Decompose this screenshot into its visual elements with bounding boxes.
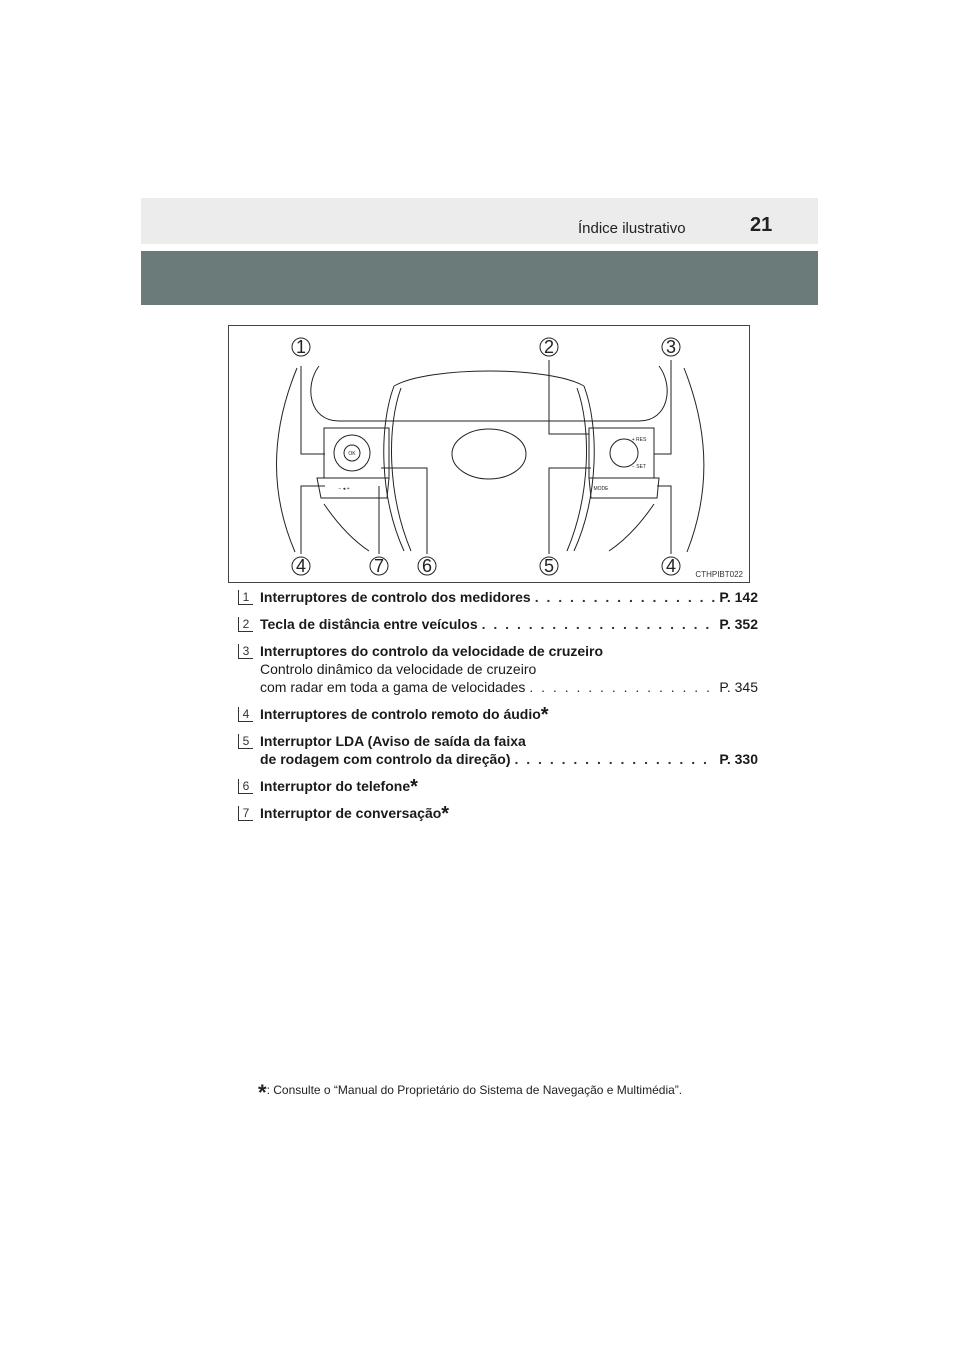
legend-item-7 — [238, 803, 758, 825]
svg-text:5: 5 — [543, 556, 555, 576]
item-label: Interruptores de controlo dos medidores — [260, 589, 531, 605]
svg-text:2: 2 — [543, 337, 555, 357]
volume-label: − ◂ + — [338, 486, 350, 492]
svg-text:7: 7 — [373, 556, 385, 576]
item-number: 1 — [238, 590, 253, 605]
callout-5 — [540, 556, 558, 576]
leader-dots — [535, 588, 716, 606]
callout-1 — [292, 337, 310, 357]
item-label: Interruptor LDA (Aviso de saída da faixa — [260, 733, 526, 749]
item-number: 7 — [238, 806, 253, 821]
item-number: 5 — [238, 734, 253, 749]
section-title: Índice ilustrativo — [578, 220, 686, 237]
steering-wheel-figure — [228, 325, 750, 583]
leader-dots — [482, 615, 716, 633]
footnote-star: * — [540, 704, 549, 726]
legend-item-4 — [238, 704, 758, 726]
item-label: Tecla de distância entre veículos — [260, 616, 478, 632]
callout-4-right — [662, 556, 680, 576]
item-label-continued: de rodagem com controlo da direção) — [260, 751, 511, 767]
page-number: 21 — [750, 214, 773, 236]
svg-text:4: 4 — [295, 556, 307, 576]
leader-dots — [515, 750, 716, 768]
steering-wheel-illustration — [229, 326, 749, 582]
page-reference[interactable]: P. 142 — [719, 589, 758, 605]
footnote-text: : Consulte o “Manual do Proprietário do Sistema de Navegação e Multimédia”. — [266, 1083, 683, 1097]
footnote — [258, 1080, 682, 1106]
legend-item-1 — [238, 588, 758, 606]
callout-7 — [370, 556, 388, 576]
ok-label: OK — [348, 451, 356, 457]
item-label: Interruptor de conversação — [260, 805, 442, 821]
set-label: − SET — [631, 464, 647, 470]
item-sublabel: com radar em toda a gama de velocidades — [260, 679, 526, 695]
callout-6 — [418, 556, 436, 576]
svg-text:1: 1 — [295, 337, 307, 357]
figure-code: CTHPIBT022 — [695, 570, 743, 579]
svg-text:6: 6 — [421, 556, 433, 576]
item-label: Interruptor do telefone — [260, 778, 411, 794]
page-reference[interactable]: P. 345 — [719, 679, 758, 695]
item-sublabel: Controlo dinâmico da velocidade de cruzeiro — [260, 661, 537, 677]
legend-list — [238, 588, 758, 831]
title-bar — [141, 251, 818, 305]
res-label: + RES — [631, 437, 647, 443]
item-label: Interruptores do controlo da velocidade de cruzeiro — [260, 643, 604, 659]
footnote-star: * — [258, 1080, 267, 1105]
header-band — [141, 198, 818, 244]
item-number: 2 — [238, 617, 253, 632]
page-reference[interactable]: P. 352 — [719, 616, 758, 632]
item-number: 4 — [238, 707, 253, 722]
svg-text:3: 3 — [665, 337, 677, 357]
footnote-star: * — [410, 776, 418, 798]
legend-item-5 — [238, 732, 758, 768]
callout-4-left — [292, 556, 310, 576]
legend-item-2 — [238, 615, 758, 633]
page-reference[interactable]: P. 330 — [719, 751, 758, 767]
callout-3 — [662, 337, 680, 357]
mode-label: MODE — [593, 486, 609, 492]
leader-dots — [529, 678, 715, 696]
item-label: Interruptores de controlo remoto do áudio — [260, 706, 541, 722]
svg-text:4: 4 — [665, 556, 677, 576]
legend-item-6 — [238, 776, 758, 798]
item-number: 3 — [238, 644, 253, 659]
footnote-star: * — [441, 803, 450, 825]
legend-item-3 — [238, 642, 758, 696]
item-number: 6 — [238, 779, 253, 794]
callout-2 — [540, 337, 558, 357]
